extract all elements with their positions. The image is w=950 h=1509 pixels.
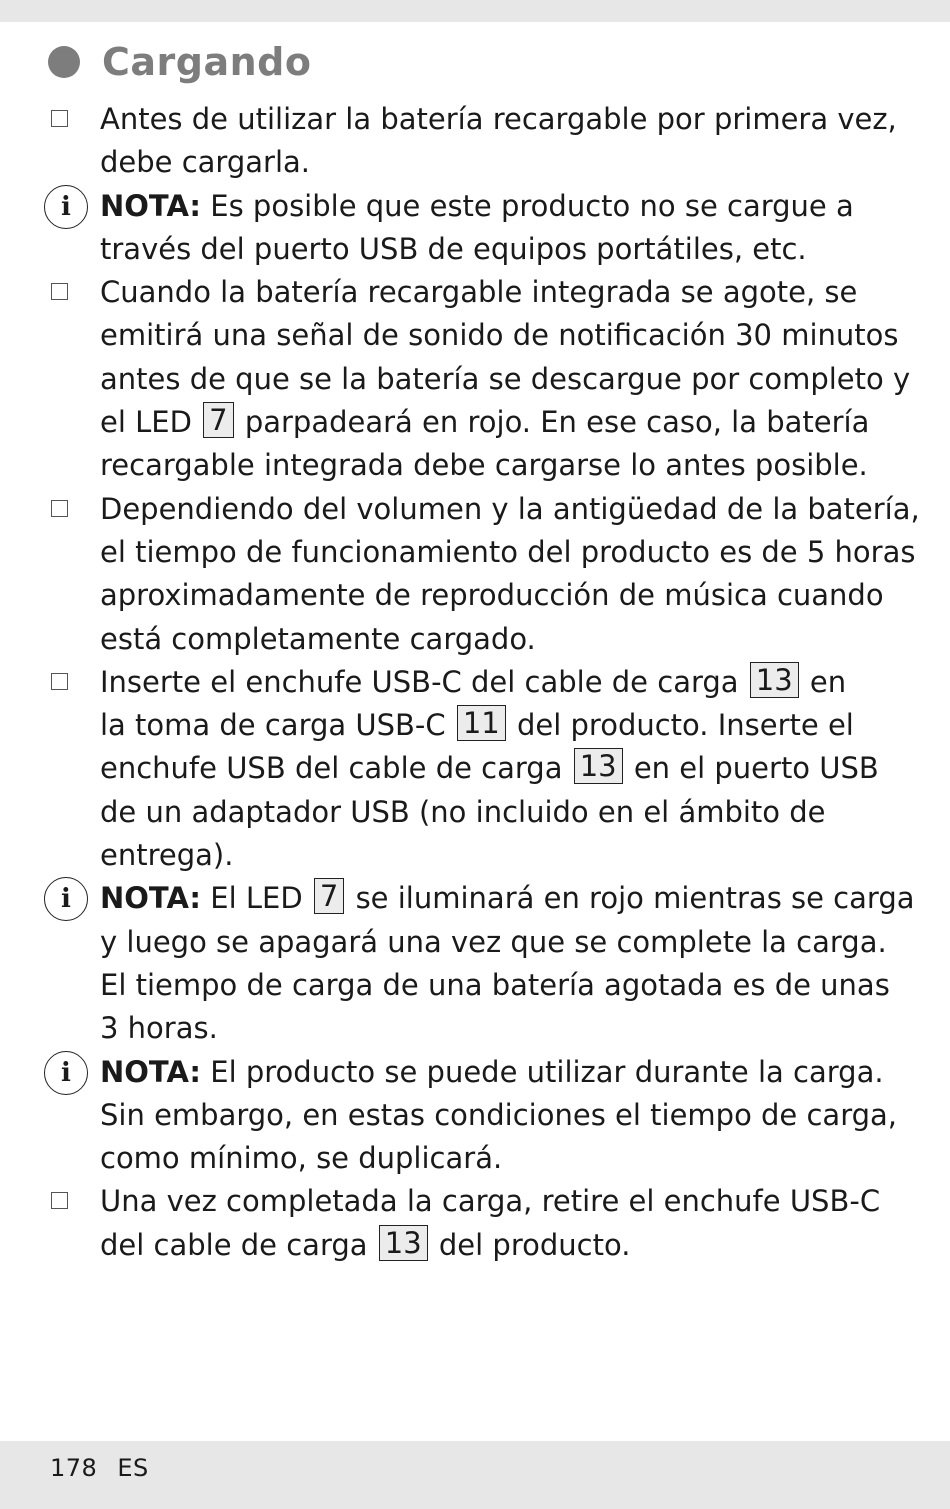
- text-line: recargable integrada debe cargarse lo antes posible.: [100, 448, 868, 483]
- note-label: NOTA:: [100, 188, 202, 223]
- info-icon: i: [44, 1051, 88, 1095]
- instruction-list: [0, 98, 950, 1267]
- note-item: [0, 1051, 950, 1181]
- text-line: NOTA: El LED 7 se iluminará en rojo mientras se carga: [100, 879, 915, 916]
- component-reference-number: 7: [314, 878, 344, 914]
- component-reference-number: 13: [750, 662, 799, 698]
- square-bullet-icon: [51, 1192, 68, 1209]
- text-line: aproximadamente de reproducción de música cuando: [100, 578, 884, 613]
- list-item: [0, 1180, 950, 1267]
- page-footer: [50, 1454, 169, 1482]
- text-line: antes de que se la batería se descargue por completo y: [100, 361, 911, 396]
- text-line: como mínimo, se duplicará.: [100, 1141, 503, 1176]
- text-line: Sin embargo, en estas condiciones el tiempo de carga,: [100, 1097, 898, 1132]
- note-label: NOTA:: [100, 1054, 202, 1089]
- text-line: Cuando la batería recargable integrada se agote, se: [100, 275, 858, 310]
- text-line: NOTA: Es posible que este producto no se cargue a: [100, 188, 854, 223]
- square-bullet-icon: [51, 500, 68, 517]
- text-line: el tiempo de funcionamiento del producto es de 5 horas: [100, 534, 916, 569]
- component-reference-number: 13: [574, 748, 623, 784]
- list-item: [0, 98, 950, 185]
- text-line: través del puerto USB de equipos portátiles, etc.: [100, 231, 807, 266]
- text-line: la toma de carga USB-C 11 del producto. Inserte el: [100, 706, 854, 743]
- square-bullet-icon: [51, 283, 68, 300]
- component-reference-number: 13: [379, 1225, 428, 1261]
- info-icon: i: [44, 185, 88, 229]
- note-item: [0, 185, 950, 272]
- list-item: [0, 271, 950, 487]
- section-title: Cargando: [102, 40, 312, 84]
- component-reference-number: 11: [457, 705, 506, 741]
- bullet-dot-icon: [48, 46, 80, 78]
- note-label: NOTA:: [100, 881, 202, 916]
- text-line: Dependiendo del volumen y la antigüedad de la batería,: [100, 491, 920, 526]
- text-line: y luego se apagará una vez que se complete la carga.: [100, 924, 887, 959]
- text-line: enchufe USB del cable de carga 13 en el puerto USB: [100, 749, 879, 786]
- text-line: está completamente cargado.: [100, 621, 536, 656]
- text-line: emitirá una señal de sonido de notificación 30 minutos: [100, 318, 899, 353]
- text-line: Inserte el enchufe USB-C del cable de carga 13 en: [100, 662, 847, 699]
- text-line: NOTA: El producto se puede utilizar durante la carga.: [100, 1054, 884, 1089]
- component-reference-number: 7: [203, 402, 233, 438]
- text-line: Antes de utilizar la batería recargable por primera vez,: [100, 102, 897, 136]
- text-line: debe cargarla.: [100, 145, 310, 180]
- list-item: [0, 661, 950, 877]
- page-number: 178: [50, 1454, 98, 1482]
- text-line: del cable de carga 13 del producto.: [100, 1225, 631, 1262]
- text-line: de un adaptador USB (no incluido en el ámbito de: [100, 794, 826, 829]
- square-bullet-icon: [51, 110, 68, 127]
- text-line: Una vez completada la carga, retire el enchufe USB-C: [100, 1184, 881, 1219]
- text-line: el LED 7 parpadeará en rojo. En ese caso, la batería: [100, 403, 870, 440]
- text-line: El tiempo de carga de una batería agotada es de unas: [100, 967, 890, 1002]
- top-band: [0, 0, 950, 22]
- list-item: [0, 488, 950, 661]
- section-heading: [48, 40, 311, 84]
- language-code: ES: [117, 1454, 149, 1482]
- square-bullet-icon: [51, 673, 68, 690]
- info-icon: i: [44, 877, 88, 921]
- note-item: [0, 877, 950, 1050]
- text-line: 3 horas.: [100, 1011, 218, 1046]
- text-line: entrega).: [100, 838, 234, 873]
